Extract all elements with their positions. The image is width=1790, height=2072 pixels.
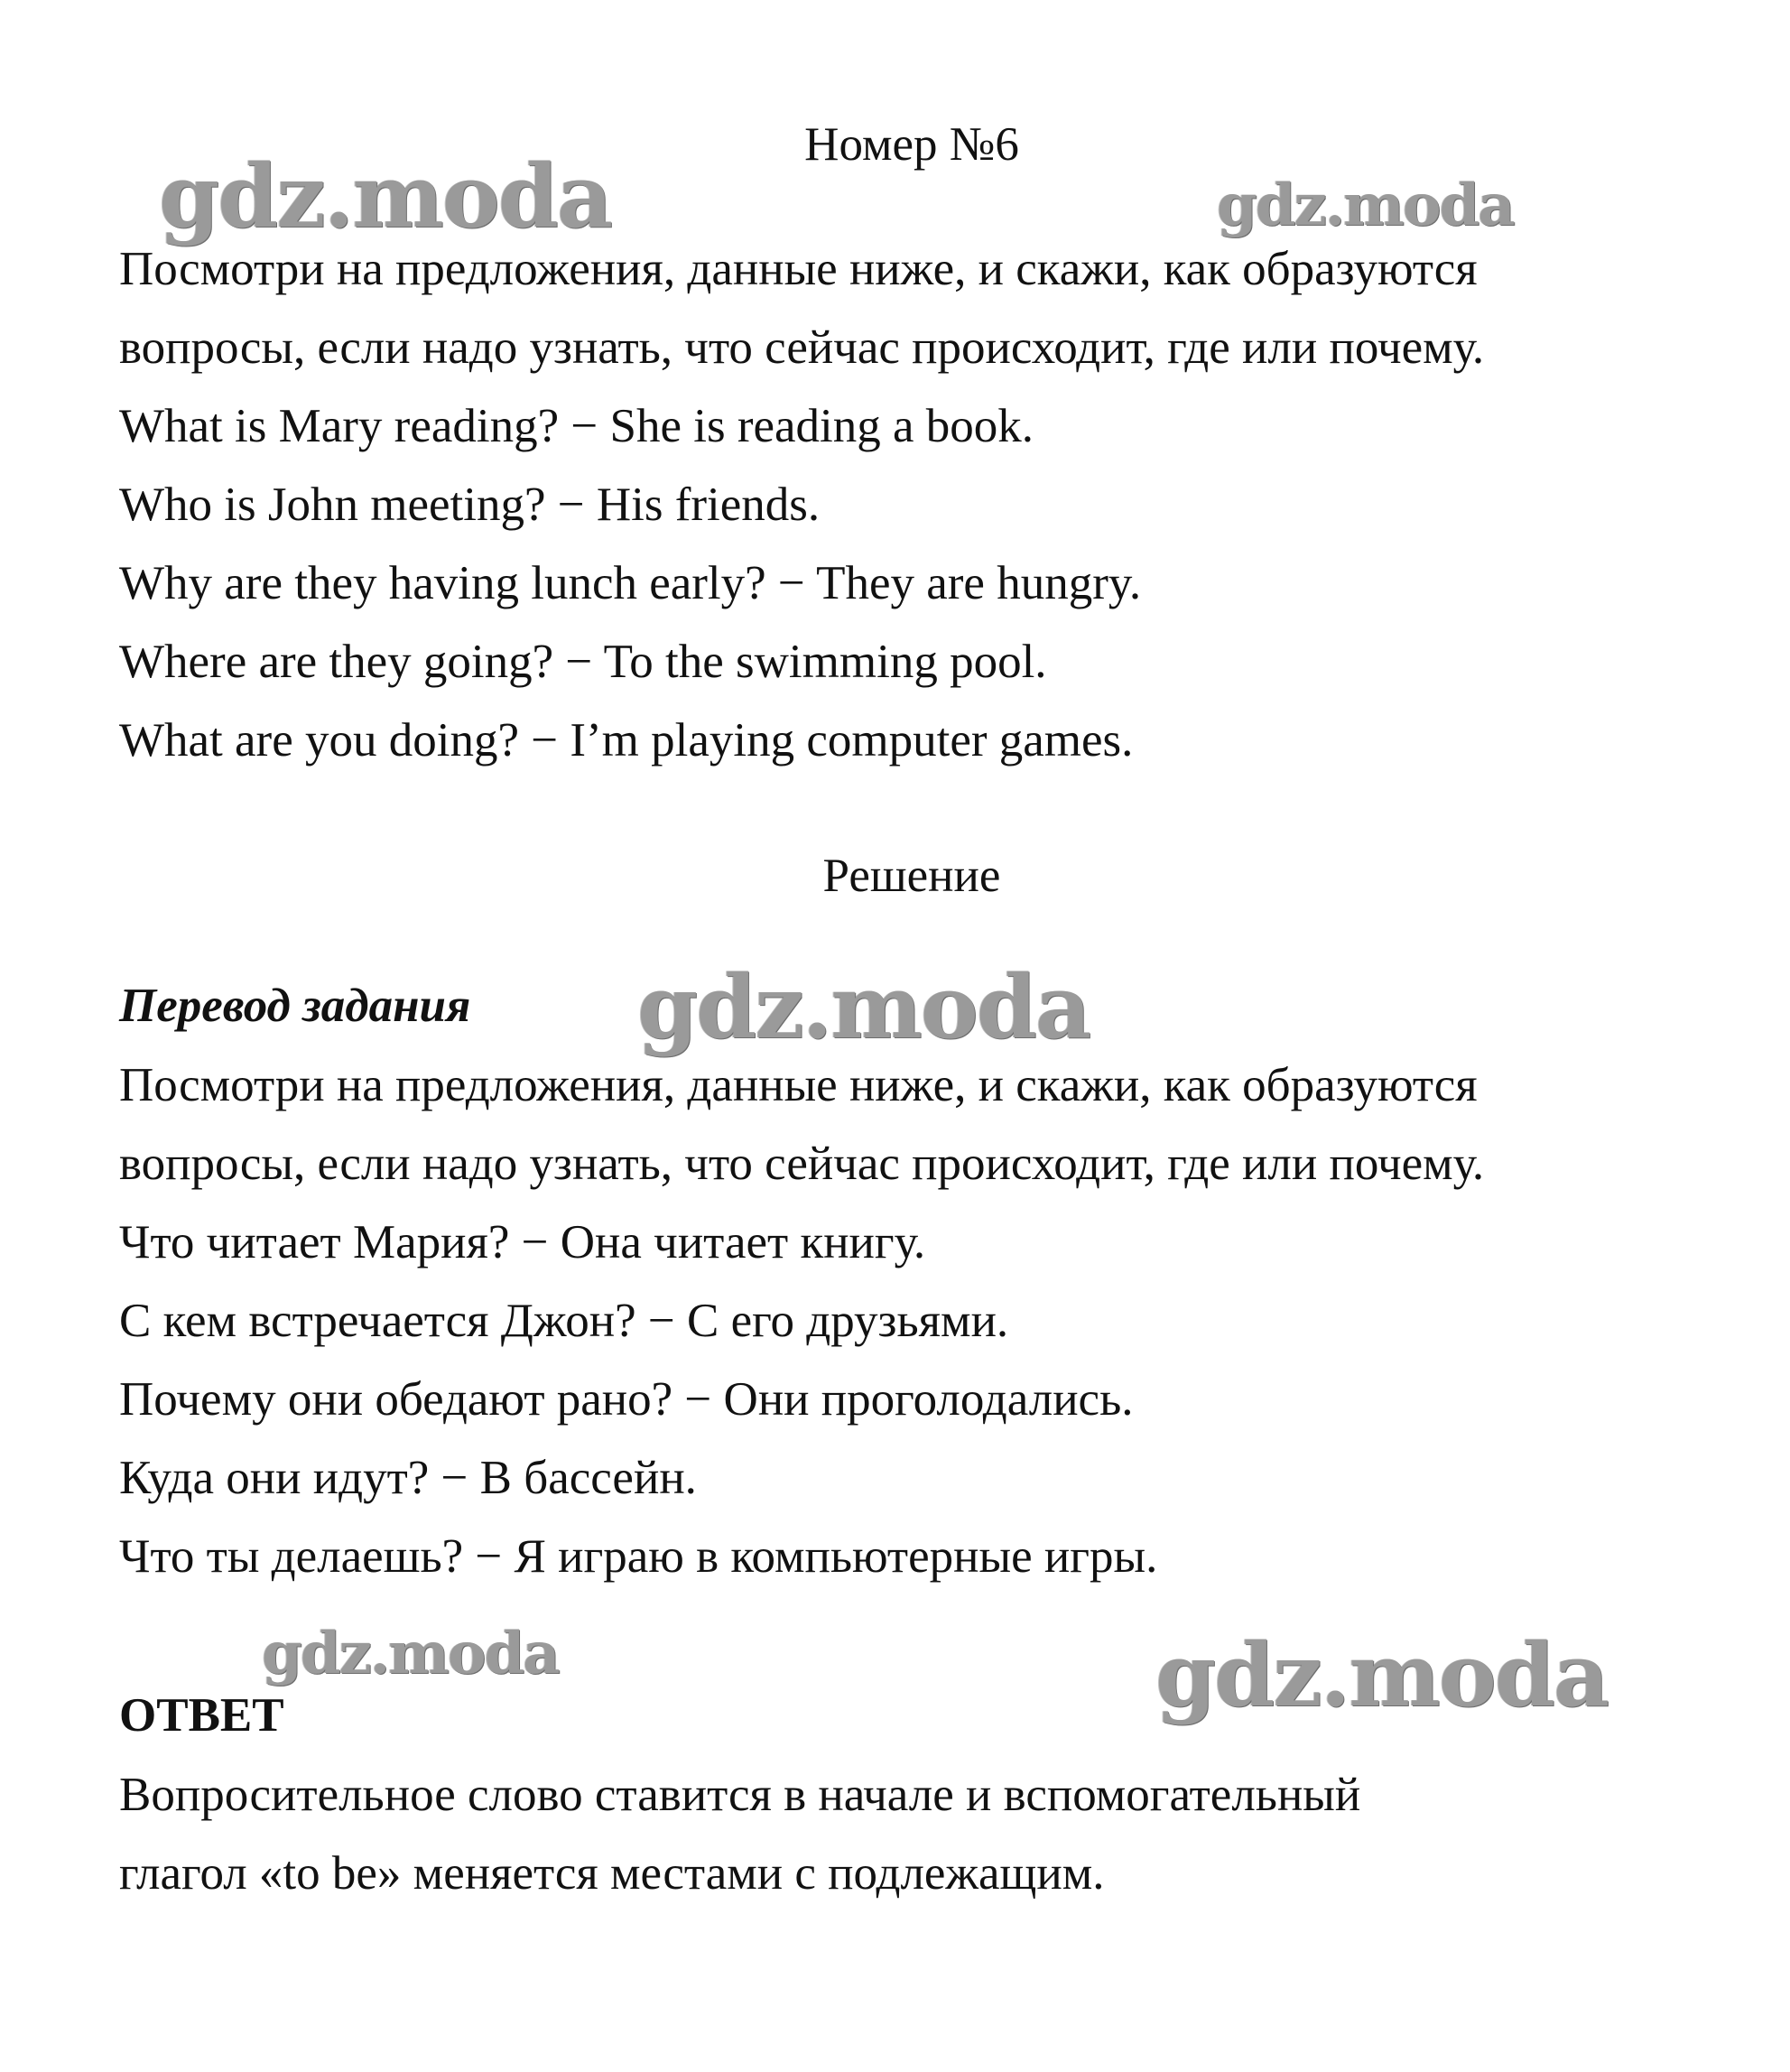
translation-line: Куда они идут? − В бассейн. — [119, 1452, 697, 1504]
translation-line: Почему они обедают рано? − Они проголодались. — [119, 1373, 1134, 1426]
watermark-logo: gdz.moda — [637, 956, 1090, 1058]
translation-line: вопросы, если надо узнать, что сейчас происходит, где или почему. — [119, 1138, 1485, 1190]
translation-line: Что читает Мария? − Она читает книгу. — [119, 1216, 926, 1268]
instruction-line: Посмотри на предложения, данные ниже, и скажи, как образуются — [119, 243, 1478, 295]
translation-line: Посмотри на предложения, данные ниже, и скажи, как образуются — [119, 1059, 1478, 1111]
answer-line: глагол «to be» меняется местами с подлежащим. — [119, 1847, 1105, 1900]
example-line: What is Mary reading? − She is reading a book. — [119, 400, 1034, 452]
translation-line: С кем встречается Джон? − С его друзьями. — [119, 1295, 1009, 1347]
translation-line: Что ты делаешь? − Я играю в компьютерные игры. — [119, 1530, 1158, 1583]
watermark-logo: gdz.moda — [1217, 172, 1514, 239]
solution-heading: Решение — [822, 850, 1001, 902]
example-line: Where are they going? − To the swimming pool. — [119, 636, 1047, 688]
task-title: Номер №6 — [804, 118, 1019, 171]
instruction-line: вопросы, если надо узнать, что сейчас происходит, где или почему. — [119, 321, 1485, 374]
watermark-logo: gdz.moda — [1155, 1624, 1609, 1726]
answer-heading: ОТВЕТ — [119, 1689, 284, 1742]
watermark-logo: gdz.moda — [262, 1620, 559, 1687]
example-line: Who is John meeting? − His friends. — [119, 479, 821, 531]
watermark-logo: gdz.moda — [159, 145, 612, 247]
translation-heading: Перевод задания — [119, 980, 471, 1032]
example-line: Why are they having lunch early? − They are hungry. — [119, 557, 1142, 609]
answer-line: Вопросительное слово ставится в начале и вспомогательный — [119, 1769, 1361, 1821]
example-line: What are you doing? − I’m playing computer games. — [119, 714, 1134, 767]
